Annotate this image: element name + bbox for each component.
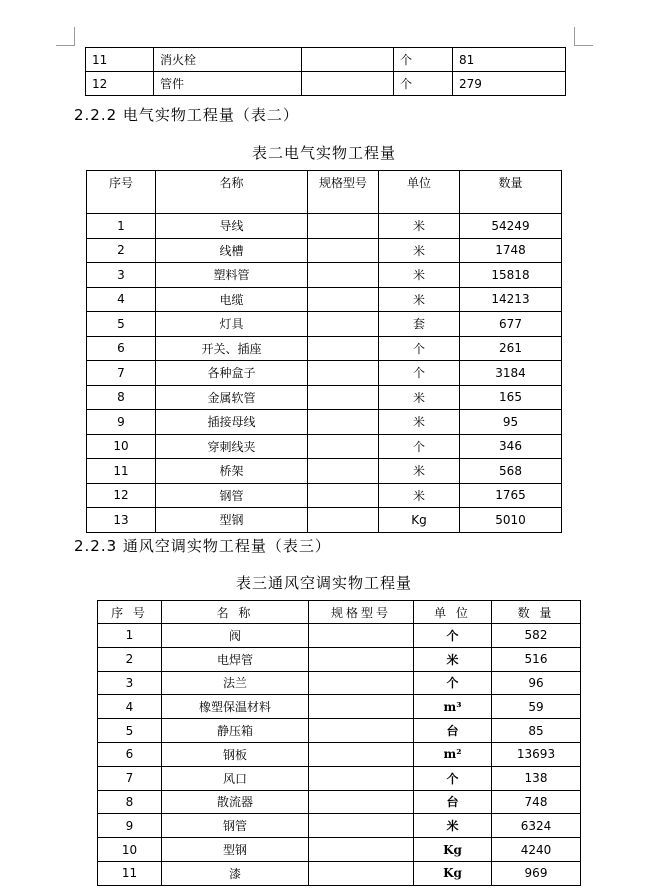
table-row [98, 838, 581, 862]
table-row [98, 671, 581, 695]
cell-spec [308, 385, 379, 410]
cell-no: 9 [87, 410, 156, 435]
cell-no: 1 [98, 624, 162, 648]
cell-spec [309, 814, 414, 838]
cell-unit: 个 [394, 48, 453, 72]
cell-unit: 个 [379, 336, 460, 361]
table-row [98, 742, 581, 766]
cell-no: 7 [87, 361, 156, 386]
hvac-quantity-table [97, 600, 581, 886]
header-name: 名称 [156, 171, 308, 214]
cell-qty: 346 [460, 434, 562, 459]
section-heading-electrical: 2.2.2 电气实物工程量（表二） [74, 106, 299, 124]
cell-name: 灯具 [156, 312, 308, 337]
table-row [98, 861, 581, 885]
cell-qty: 582 [492, 624, 581, 648]
cell-unit: Kg [414, 838, 492, 862]
cell-name: 桥架 [156, 459, 308, 484]
header-no: 序 号 [98, 601, 162, 624]
cell-name: 电缆 [156, 287, 308, 312]
table-row [87, 459, 562, 484]
cell-qty: 14213 [460, 287, 562, 312]
cell-name: 钢板 [162, 742, 309, 766]
table-row [98, 790, 581, 814]
cell-qty: 261 [460, 336, 562, 361]
cell-qty: 96 [492, 671, 581, 695]
cell-unit: 个 [394, 72, 453, 96]
cell-spec [309, 838, 414, 862]
cell-no: 8 [98, 790, 162, 814]
cell-no: 8 [87, 385, 156, 410]
cell-unit: 米 [379, 263, 460, 288]
cell-no: 13 [87, 508, 156, 533]
cell-unit: 个 [414, 766, 492, 790]
cell-qty: 13693 [492, 742, 581, 766]
table-header-row [98, 601, 581, 624]
table-row [87, 287, 562, 312]
cell-unit: 米 [379, 483, 460, 508]
cell-unit: m³ [414, 695, 492, 719]
header-name: 名 称 [162, 601, 309, 624]
cell-name: 漆 [162, 861, 309, 885]
table-row [87, 214, 562, 239]
table-row [98, 695, 581, 719]
cell-no: 10 [98, 838, 162, 862]
cell-no: 12 [87, 483, 156, 508]
cell-qty: 81 [453, 48, 566, 72]
table-row [87, 508, 562, 533]
cell-name: 穿刺线夹 [156, 434, 308, 459]
cell-unit: 个 [379, 361, 460, 386]
cell-qty: 748 [492, 790, 581, 814]
cell-spec [309, 624, 414, 648]
cell-unit: 台 [414, 719, 492, 743]
cell-unit: 台 [414, 790, 492, 814]
table-row [98, 814, 581, 838]
cell-spec [309, 790, 414, 814]
cell-unit: Kg [414, 861, 492, 885]
cell-qty: 1765 [460, 483, 562, 508]
cell-no: 5 [87, 312, 156, 337]
cell-name: 导线 [156, 214, 308, 239]
cell-qty: 165 [460, 385, 562, 410]
table-row [87, 385, 562, 410]
cell-unit: 米 [379, 410, 460, 435]
table-row [98, 647, 581, 671]
cell-qty: 516 [492, 647, 581, 671]
cell-no: 4 [87, 287, 156, 312]
cell-spec [309, 719, 414, 743]
cell-no: 1 [87, 214, 156, 239]
cell-no: 5 [98, 719, 162, 743]
cell-unit: 套 [379, 312, 460, 337]
cell-unit: m² [414, 742, 492, 766]
cell-name: 塑料管 [156, 263, 308, 288]
cell-name: 阀 [162, 624, 309, 648]
table-row [87, 434, 562, 459]
table-row [87, 361, 562, 386]
table-caption-hvac: 表三通风空调实物工程量 [235, 574, 412, 592]
cell-no: 11 [86, 48, 154, 72]
cell-no: 3 [87, 263, 156, 288]
cell-spec [308, 287, 379, 312]
table-header-row [87, 171, 562, 214]
cell-name: 开关、插座 [156, 336, 308, 361]
table-row [87, 483, 562, 508]
cell-unit: 米 [379, 287, 460, 312]
cell-no: 4 [98, 695, 162, 719]
cell-qty: 677 [460, 312, 562, 337]
cell-qty: 85 [492, 719, 581, 743]
cell-spec [309, 766, 414, 790]
cell-no: 9 [98, 814, 162, 838]
header-spec: 规格型号 [309, 601, 414, 624]
cell-name: 电焊管 [162, 647, 309, 671]
cell-spec [308, 238, 379, 263]
table-row [98, 766, 581, 790]
cell-name: 法兰 [162, 671, 309, 695]
cell-no: 10 [87, 434, 156, 459]
table-row [86, 72, 566, 96]
cell-qty: 568 [460, 459, 562, 484]
cell-name: 型钢 [162, 838, 309, 862]
cell-spec [309, 861, 414, 885]
cell-unit: 米 [414, 647, 492, 671]
cell-name: 钢管 [162, 814, 309, 838]
cell-spec [308, 214, 379, 239]
cell-qty: 3184 [460, 361, 562, 386]
cell-no: 7 [98, 766, 162, 790]
cell-no: 12 [86, 72, 154, 96]
water-table-continued [85, 47, 566, 96]
cell-unit: 米 [379, 459, 460, 484]
cell-qty: 59 [492, 695, 581, 719]
cell-spec [308, 410, 379, 435]
cell-name: 线槽 [156, 238, 308, 263]
cell-spec [308, 361, 379, 386]
table-row [87, 263, 562, 288]
cell-no: 6 [87, 336, 156, 361]
cell-unit: Kg [379, 508, 460, 533]
cell-no: 2 [98, 647, 162, 671]
cell-name: 钢管 [156, 483, 308, 508]
cell-spec [302, 72, 394, 96]
cell-unit: 米 [379, 385, 460, 410]
table-row [87, 312, 562, 337]
cell-spec [302, 48, 394, 72]
header-no: 序号 [87, 171, 156, 214]
header-unit: 单 位 [414, 601, 492, 624]
cell-qty: 138 [492, 766, 581, 790]
header-qty: 数量 [460, 171, 562, 214]
cell-spec [309, 671, 414, 695]
cell-spec [308, 263, 379, 288]
header-unit: 单位 [379, 171, 460, 214]
cell-qty: 279 [453, 72, 566, 96]
cell-unit: 米 [379, 214, 460, 239]
cell-qty: 969 [492, 861, 581, 885]
cell-no: 3 [98, 671, 162, 695]
cell-no: 11 [87, 459, 156, 484]
table-caption-electrical: 表二电气实物工程量 [251, 144, 396, 162]
cell-qty: 95 [460, 410, 562, 435]
cell-name: 各种盒子 [156, 361, 308, 386]
cell-spec [308, 336, 379, 361]
cell-unit: 米 [414, 814, 492, 838]
cell-spec [309, 647, 414, 671]
electrical-quantity-table [86, 170, 562, 533]
cell-spec [308, 483, 379, 508]
table-row [87, 410, 562, 435]
cell-spec [308, 312, 379, 337]
cell-name: 静压箱 [162, 719, 309, 743]
cell-spec [308, 508, 379, 533]
cell-unit: 米 [379, 238, 460, 263]
cell-spec [308, 434, 379, 459]
table-row [86, 48, 566, 72]
table-row [98, 624, 581, 648]
cell-unit: 个 [414, 671, 492, 695]
header-qty: 数 量 [492, 601, 581, 624]
table-row [87, 336, 562, 361]
cell-name: 金属软管 [156, 385, 308, 410]
cell-name: 管件 [154, 72, 302, 96]
cell-no: 2 [87, 238, 156, 263]
cell-name: 散流器 [162, 790, 309, 814]
cell-qty: 1748 [460, 238, 562, 263]
cell-name: 型钢 [156, 508, 308, 533]
cell-qty: 54249 [460, 214, 562, 239]
cell-spec [308, 459, 379, 484]
cell-name: 橡塑保温材料 [162, 695, 309, 719]
cell-unit: 个 [414, 624, 492, 648]
cell-name: 消火栓 [154, 48, 302, 72]
table-row [98, 719, 581, 743]
cell-qty: 5010 [460, 508, 562, 533]
table-row [87, 238, 562, 263]
crop-mark-right [574, 27, 593, 46]
cell-no: 6 [98, 742, 162, 766]
cell-qty: 4240 [492, 838, 581, 862]
cell-spec [309, 695, 414, 719]
section-heading-hvac: 2.2.3 通风空调实物工程量（表三） [74, 537, 331, 555]
cell-qty: 6324 [492, 814, 581, 838]
crop-mark-left [56, 27, 75, 46]
cell-name: 插接母线 [156, 410, 308, 435]
cell-qty: 15818 [460, 263, 562, 288]
cell-no: 11 [98, 861, 162, 885]
header-spec: 规格型号 [308, 171, 379, 214]
cell-unit: 个 [379, 434, 460, 459]
cell-name: 风口 [162, 766, 309, 790]
cell-spec [309, 742, 414, 766]
